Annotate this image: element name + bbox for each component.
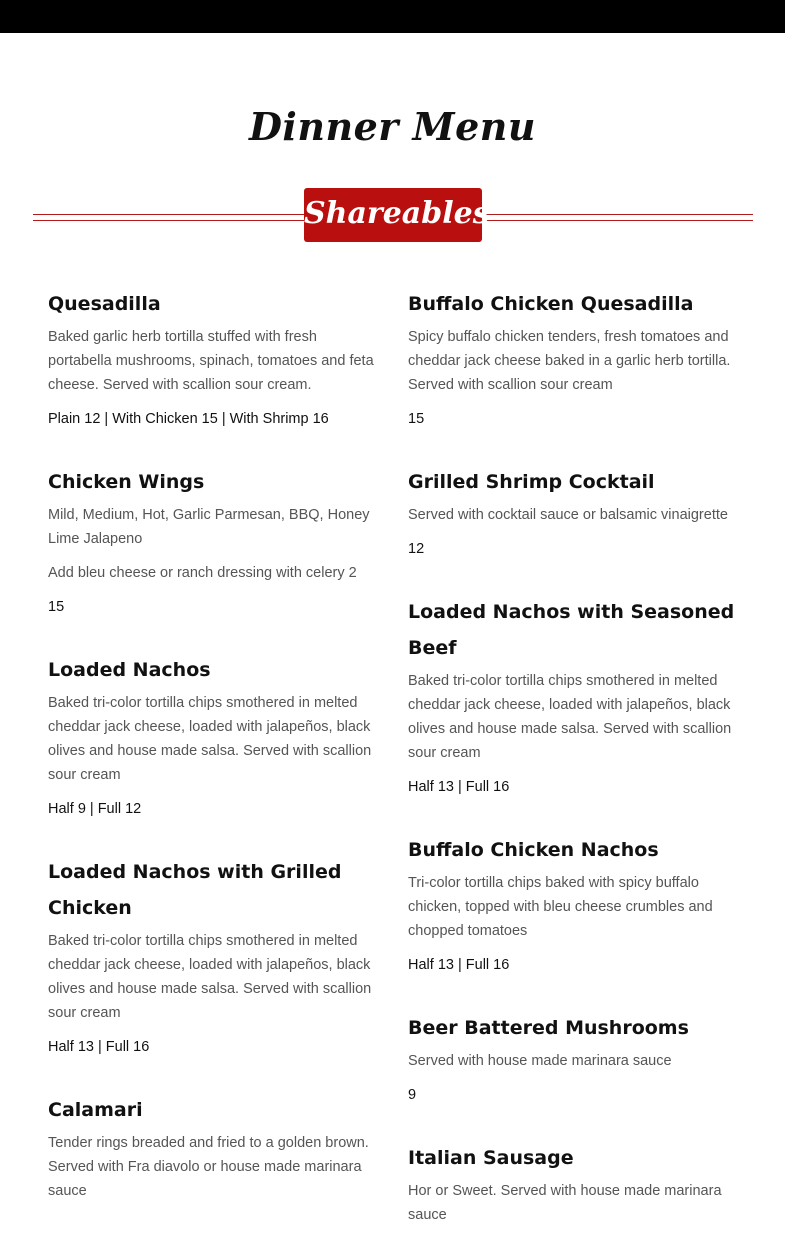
menu-item <box>408 594 743 799</box>
item-description: Served with cocktail sauce or balsamic vinaigrette <box>408 507 728 523</box>
item-description: Served with house made marinara sauce <box>408 1053 672 1069</box>
menu-item <box>48 652 383 821</box>
menu-item <box>48 464 383 619</box>
menu-item <box>408 286 743 431</box>
item-description: Baked tri-color tortilla chips smothered in melted cheddar jack cheese, loaded with jalapeños, black olives and house made salsa. Served with scallion sour cream <box>48 695 372 783</box>
item-price: Half 13 | Full 16 <box>408 779 510 795</box>
item-description: Tri-color tortilla chips baked with spicy buffalo chicken, topped with bleu cheese crumbles and chopped tomatoes <box>408 875 713 939</box>
divider-right <box>482 214 753 221</box>
item-price: 15 <box>48 599 65 615</box>
menu-item <box>48 1092 383 1203</box>
item-name: Buffalo Chicken Quesadilla <box>408 293 694 315</box>
item-name: Grilled Shrimp Cocktail <box>408 471 655 493</box>
item-name: Calamari <box>48 1099 143 1121</box>
menu-item <box>408 1140 743 1227</box>
page-title: Dinner Menu <box>248 104 537 149</box>
item-price: Half 13 | Full 16 <box>408 957 510 973</box>
item-name: Loaded Nachos with Seasoned Beef <box>408 601 735 659</box>
item-price: 9 <box>408 1087 417 1103</box>
item-description: Tender rings breaded and fried to a golden brown. Served with Fra diavolo or house made marinara sauce <box>48 1135 369 1199</box>
item-description: Mild, Medium, Hot, Garlic Parmesan, BBQ, Honey Lime Jalapeno <box>48 507 370 547</box>
item-name: Beer Battered Mushrooms <box>408 1017 689 1039</box>
item-price: Half 9 | Full 12 <box>48 801 142 817</box>
menu-item <box>48 854 383 1059</box>
item-name: Loaded Nachos <box>48 659 211 681</box>
item-name: Loaded Nachos with Grilled Chicken <box>48 861 342 919</box>
menu-column-left <box>48 286 383 1236</box>
item-name: Italian Sausage <box>408 1147 574 1169</box>
item-price: Plain 12 | With Chicken 15 | With Shrimp 16 <box>48 411 329 427</box>
item-price: Half 13 | Full 16 <box>48 1039 150 1055</box>
item-name: Quesadilla <box>48 293 161 315</box>
item-description: Spicy buffalo chicken tenders, fresh tomatoes and cheddar jack cheese baked in a garlic herb tortilla. Served with scallion sour cream <box>408 329 731 393</box>
top-bar <box>0 0 785 33</box>
item-price: 12 <box>408 541 425 557</box>
menu-column-right <box>408 286 743 1260</box>
item-price: 15 <box>408 411 425 427</box>
item-name: Chicken Wings <box>48 471 205 493</box>
item-name: Buffalo Chicken Nachos <box>408 839 659 861</box>
menu-item <box>408 464 743 561</box>
menu-item <box>48 286 383 431</box>
section-title-badge: Shareables <box>304 188 482 242</box>
menu-item <box>408 1010 743 1107</box>
item-extra: Add bleu cheese or ranch dressing with celery 2 <box>48 565 357 581</box>
divider-left <box>33 214 304 221</box>
item-description: Baked tri-color tortilla chips smothered in melted cheddar jack cheese, loaded with jalapeños, black olives and house made salsa. Served with scallion sour cream <box>48 933 372 1021</box>
item-description: Hor or Sweet. Served with house made marinara sauce <box>408 1183 722 1223</box>
menu-item <box>408 832 743 977</box>
item-description: Baked garlic herb tortilla stuffed with fresh portabella mushrooms, spinach, tomatoes and feta cheese. Served with scallion sour cream. <box>48 329 374 393</box>
item-description: Baked tri-color tortilla chips smothered in melted cheddar jack cheese, loaded with jalapeños, black olives and house made salsa. Served with scallion sour cream <box>408 673 732 761</box>
